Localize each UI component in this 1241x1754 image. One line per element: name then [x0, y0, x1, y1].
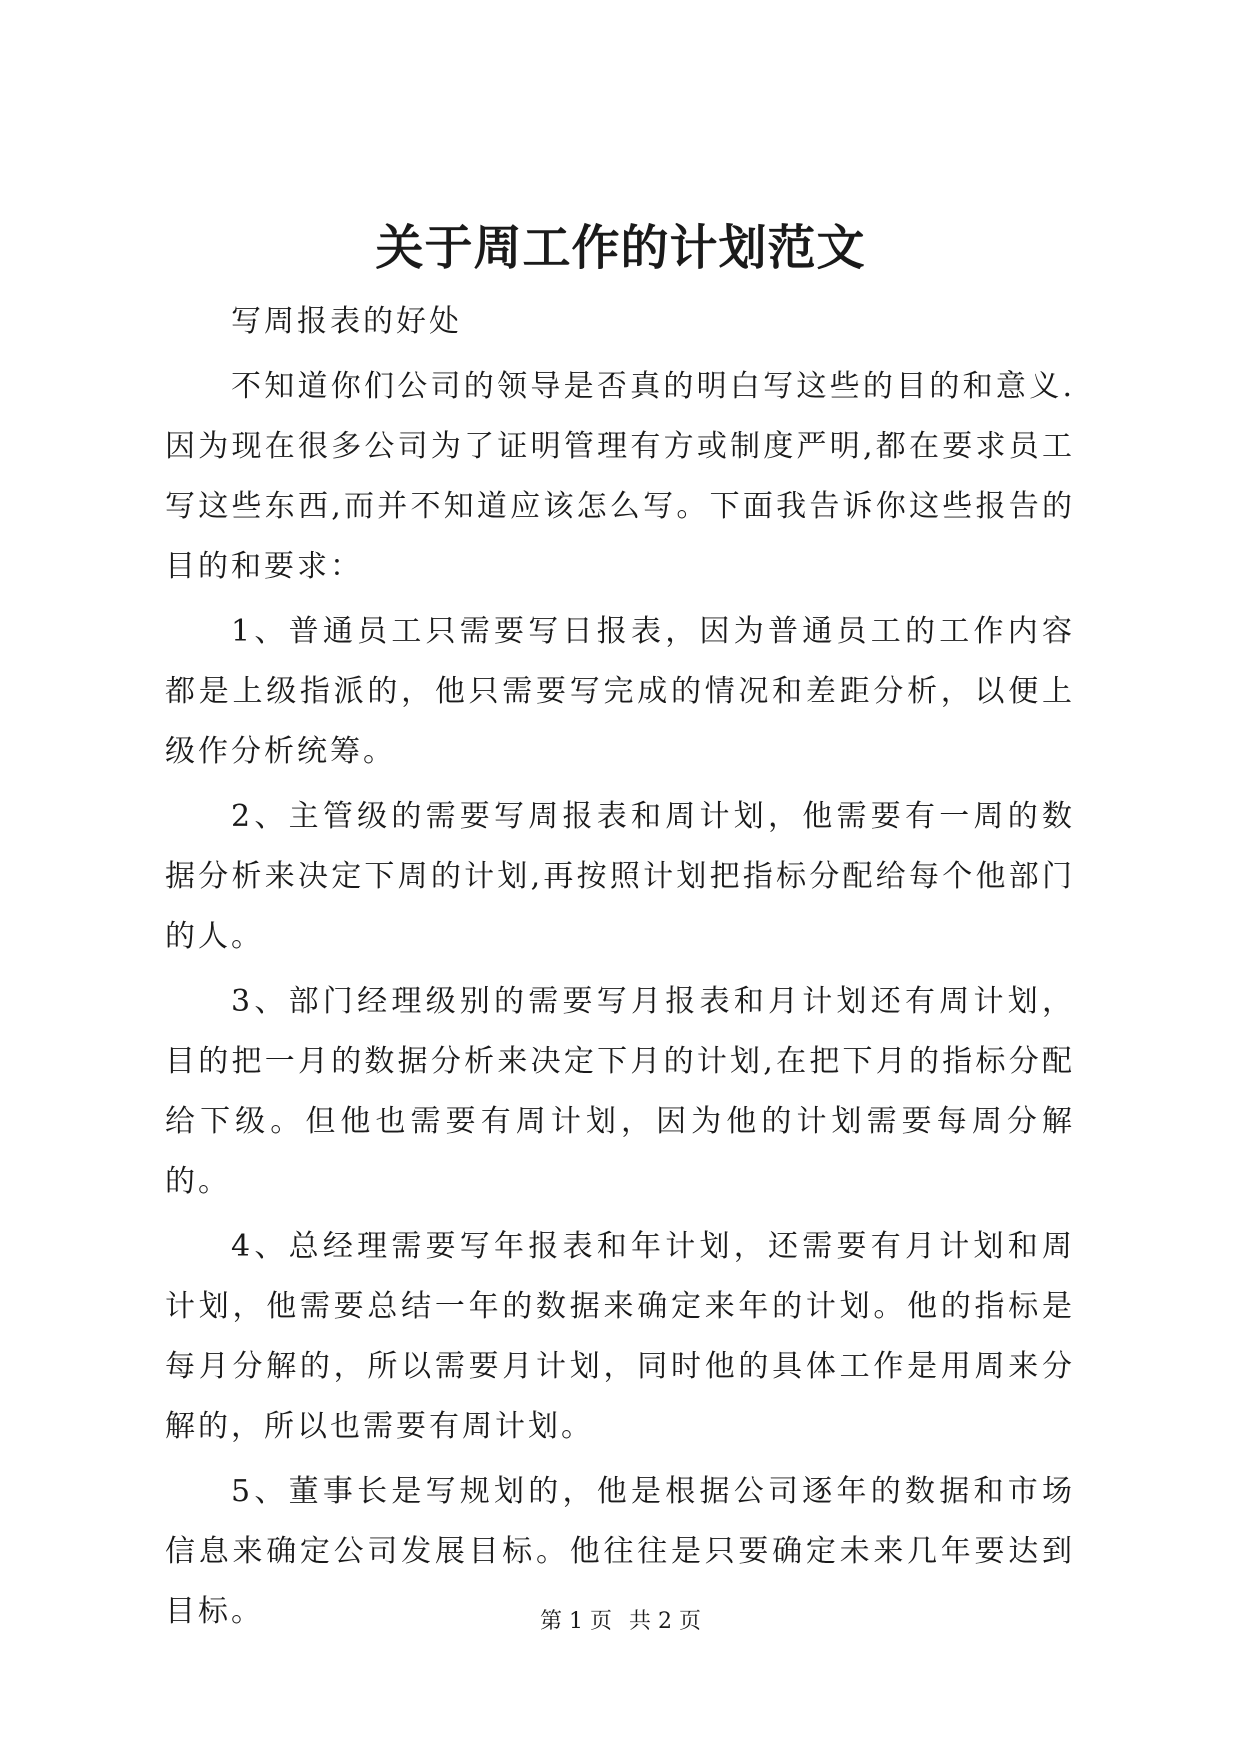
paragraph-item-1: 1、普通员工只需要写日报表，因为普通员工的工作内容都是上级指派的，他只需要写完成的情况和差距分析，以便上级作分析统筹。 [165, 614, 1075, 769]
document-title: 关于周工作的计划范文 [375, 220, 866, 276]
paragraph-item-5: 5、董事长是写规划的，他是根据公司逐年的数据和市场信息来确定公司发展目标。他往往是只要确定未来几年要达到目标。 [165, 1474, 1075, 1629]
page-number: 第 1 页 [540, 1609, 612, 1634]
document-body [165, 292, 1075, 1647]
paragraph-item-4: 4、总经理需要写年报表和年计划，还需要有月计划和周计划，他需要总结一年的数据来确定来年的计划。他的指标是每月分解的，所以需要月计划，同时他的具体工作是用周来分解的，所以也需要有周计划。 [165, 1229, 1075, 1444]
paragraph-item-2: 2、主管级的需要写周报表和周计划，他需要有一周的数据分析来决定下周的计划,再按照计划把指标分配给每个他部门的人。 [165, 799, 1075, 954]
paragraph-heading: 写周报表的好处 [231, 304, 462, 339]
page-footer [0, 1607, 1241, 1637]
page-total: 共 2 页 [629, 1609, 701, 1634]
paragraph-intro: 不知道你们公司的领导是否真的明白写这些的目的和意义.因为现在很多公司为了证明管理有方或制度严明,都在要求员工写这些东西,而并不知道应该怎么写。下面我告诉你这些报告的目的和要求： [165, 369, 1075, 584]
paragraph-item-3: 3、部门经理级别的需要写月报表和月计划还有周计划，目的把一月的数据分析来决定下月的计划,在把下月的指标分配给下级。但他也需要有周计划，因为他的计划需要每周分解的。 [165, 984, 1075, 1199]
